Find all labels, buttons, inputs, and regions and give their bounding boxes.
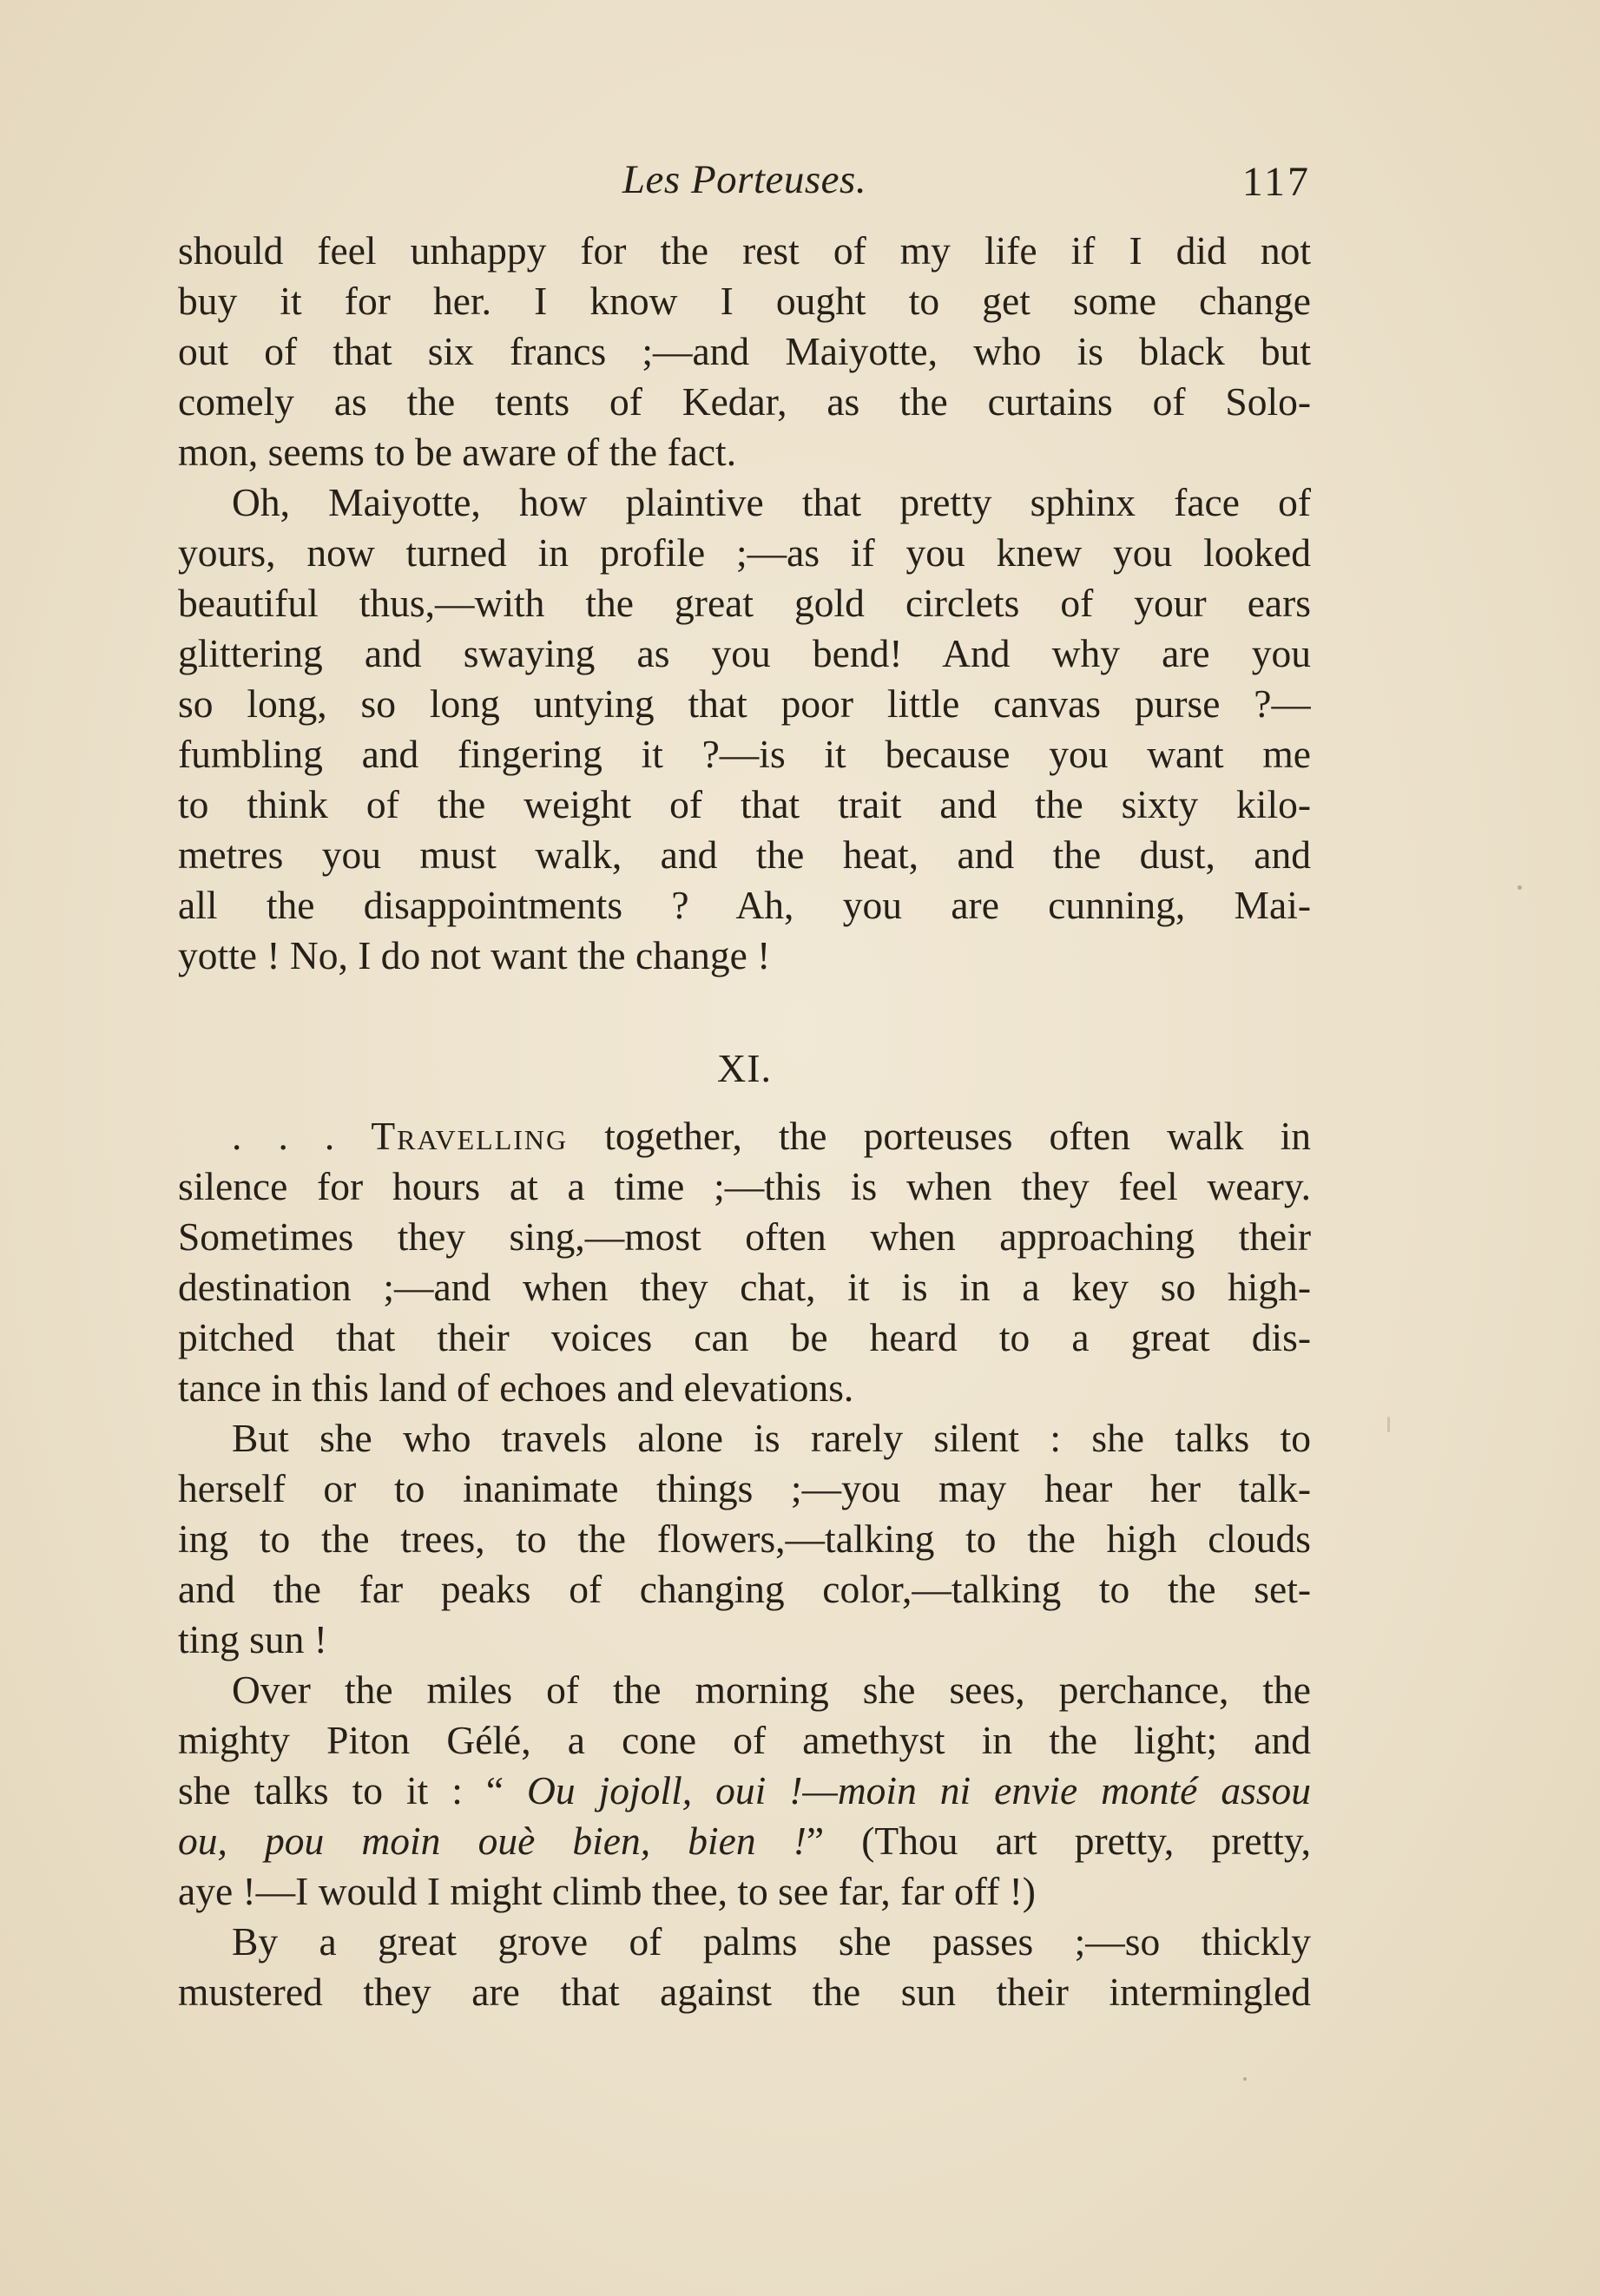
paragraph xyxy=(178,477,1311,981)
text-line: buy it for her. I know I ought to get some change xyxy=(178,279,1311,323)
running-title: Les Porteuses. xyxy=(622,157,867,202)
paper-speck xyxy=(1387,1417,1390,1432)
paper-speck xyxy=(1518,885,1522,890)
text-line: tance in this land of echoes and elevations. xyxy=(178,1365,854,1410)
opening-ellipsis: . . . xyxy=(232,1114,372,1158)
text-line: ing to the trees, to the flowers,—talking to the high clouds xyxy=(178,1516,1311,1561)
text-line: mon, seems to be aware of the fact. xyxy=(178,430,737,474)
section-heading: XI. xyxy=(716,1046,773,1090)
text-line: metres you must walk, and the heat, and the dust, and xyxy=(178,832,1311,877)
text-line xyxy=(178,1111,1311,1161)
text-line: all the disappointments ? Ah, you are cunning, Mai- xyxy=(178,883,1311,927)
text-line: so long, so long untying that poor little canvas purse ?— xyxy=(178,681,1311,726)
text-line: mighty Piton Gélé, a cone of amethyst in the light; and xyxy=(178,1718,1311,1762)
quote-lead: she talks to it : “ xyxy=(178,1768,528,1812)
text-line: glittering and swaying as you bend! And why are you xyxy=(178,631,1311,675)
paragraph xyxy=(178,1665,1311,1917)
text-line: By a great grove of palms she passes ;—so thickly xyxy=(232,1919,1311,1964)
text-line: pitched that their voices can be heard to a great dis- xyxy=(178,1315,1311,1359)
text-line: But she who travels alone is rarely silent : she talks to xyxy=(232,1416,1311,1460)
line-remainder: together, the porteuses often walk in xyxy=(568,1114,1311,1158)
text-line: comely as the tents of Kedar, as the curtains of Solo- xyxy=(178,379,1311,424)
text-line: beautiful thus,—with the great gold circlets of your ears xyxy=(178,581,1311,625)
text-line: fumbling and fingering it ?—is it because you want me xyxy=(178,732,1311,776)
text-line: out of that six francs ;—and Maiyotte, who is black but xyxy=(178,329,1311,373)
paragraph xyxy=(178,1917,1311,2017)
text-line: to think of the weight of that trait and the sixty kilo- xyxy=(178,782,1311,826)
text-line: herself or to inanimate things ;—you may hear her talk- xyxy=(178,1466,1311,1510)
running-header xyxy=(178,156,1311,226)
text-line: silence for hours at a time ;—this is when they feel weary. xyxy=(178,1164,1311,1208)
text-line: aye !—I would I might climb thee, to see far, far off !) xyxy=(178,1869,1036,1913)
text-line xyxy=(178,1816,1311,1866)
text-line: Sometimes they sing,—most often when approaching their xyxy=(178,1214,1311,1259)
paragraph xyxy=(178,1413,1311,1665)
book-page xyxy=(178,156,1311,2017)
paper-speck xyxy=(1243,2077,1247,2081)
page-number: 117 xyxy=(1241,159,1311,205)
text-line: Over the miles of the morning she sees, perchance, the xyxy=(232,1668,1311,1712)
text-line xyxy=(178,1766,1311,1816)
text-line: yotte ! No, I do not want the change ! xyxy=(178,933,771,977)
paragraph xyxy=(178,1111,1311,1413)
heading-spacer xyxy=(178,1094,1311,1111)
creole-quote: Ou jojoll, oui !—moin ni envie monté assou xyxy=(527,1768,1311,1812)
text-line: ting sun ! xyxy=(178,1617,327,1661)
section-spacer xyxy=(178,981,1311,1043)
translation-lead: ” (Thou art pretty, pretty, xyxy=(806,1819,1311,1863)
text-line: mustered they are that against the sun their intermingled xyxy=(178,1970,1311,2014)
creole-quote: ou, pou moin ouè bien, bien ! xyxy=(178,1819,807,1863)
paragraph-continuation xyxy=(178,226,1311,477)
text-line: and the far peaks of changing color,—talking to the set- xyxy=(178,1567,1311,1611)
text-line: Oh, Maiyotte, how plaintive that pretty sphinx face of xyxy=(232,480,1311,524)
opening-word: Travelling xyxy=(371,1114,569,1158)
text-line: destination ;—and when they chat, it is in a key so high- xyxy=(178,1265,1311,1309)
text-line: yours, now turned in profile ;—as if you knew you looked xyxy=(178,530,1311,575)
text-line: should feel unhappy for the rest of my life if I did not xyxy=(178,228,1311,273)
